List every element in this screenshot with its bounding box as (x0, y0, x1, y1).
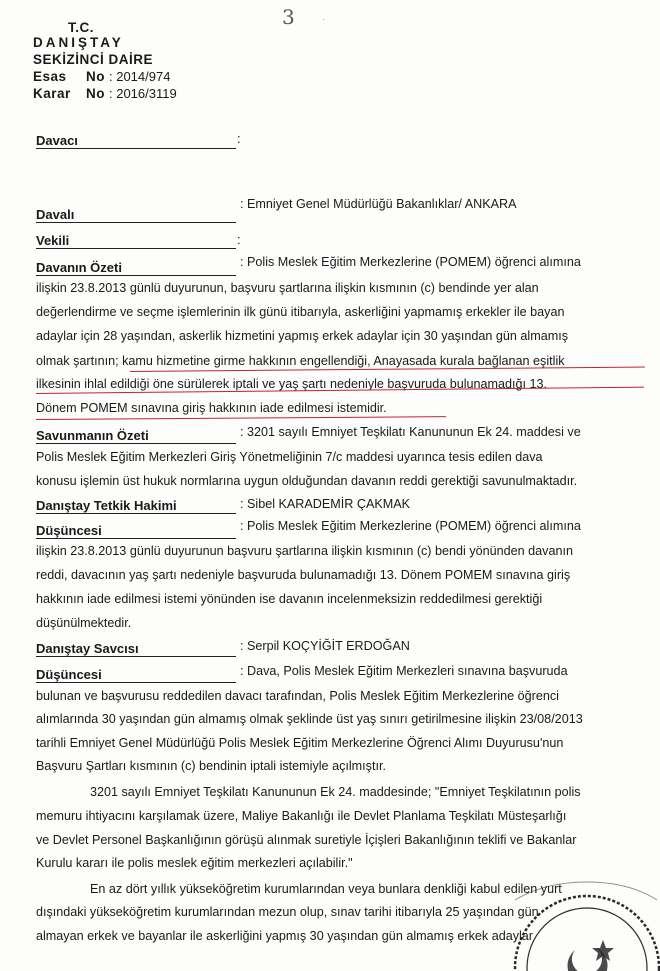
dusuncesi-2-line-2: alımlarında 30 yaşından gün almamış olmak şeklinde üst yaş sınırı getirilmesine ilişkin 23/08/2013 (36, 712, 583, 726)
red-underline-3 (36, 416, 446, 420)
esas-no-label: No (86, 69, 105, 84)
davali-underline (36, 222, 236, 223)
dusuncesi-1-line-4: düşünülmektedir. (36, 616, 132, 630)
davanin-ozeti-line-1: ilişkin 23.8.2013 günlü duyurunun, başvuru şartlarına ilişkin kısmının (c) bendinde yer alan (36, 281, 539, 295)
dusuncesi-2-line-8: Kurulu kararı ile polis meslek eğitim merkezleri açılabilir." (36, 856, 353, 870)
dusuncesi-1-line-2: reddi, davacının yaş şartı nedeniyle başvuruda bulunamadığı 13. Dönem POMEM sınavına giriş (36, 568, 571, 582)
savci-underline (36, 656, 236, 657)
dusuncesi-2-line-11: almayan erkek ve bayanlar ile askerliğini yapmış 30 yaşından gün almamış erkek adaylar (36, 929, 533, 943)
davanin-ozeti-underline (36, 275, 236, 276)
dusuncesi-2-line-10: dışındaki yükseköğretim kurumlarından mezun olup, sınav tarihi itibarıyla 25 yaşından gün (36, 905, 539, 919)
savci-label: Danıştay Savcısı (36, 641, 139, 656)
dusuncesi-2-line-0: : Dava, Polis Meslek Eğitim Merkezleri sınavına başvuruda (240, 664, 568, 678)
vekili-colon: : (237, 232, 241, 247)
dusuncesi-1-line-1: ilişkin 23.8.2013 günlü duyurunun başvuru şartlarına ilişkin kısmının (c) bendi yönünden davanın (36, 544, 573, 558)
karar-value: : 2016/3119 (109, 86, 177, 101)
savunma-underline (36, 443, 236, 444)
esas-value: : 2014/974 (109, 69, 171, 84)
davanin-ozeti-line-2: değerlendirme ve seçme işlemlerinin ilk günü itibarıyla, askerliğini yapmamış erkekler ile bayan (36, 305, 565, 319)
davaci-label: Davacı (36, 133, 78, 148)
dusuncesi-1-underline (36, 538, 236, 539)
savunma-line-0: : 3201 sayılı Emniyet Teşkilatı Kanununun Ek 24. maddesi ve (240, 425, 581, 439)
tetkik-label: Danıştay Tetkik Hakimi (36, 498, 177, 513)
header-chamber: SEKİZİNCİ DAİRE (33, 52, 154, 67)
header-tc: T.C. (68, 20, 95, 35)
dusuncesi-1-label: Düşüncesi (36, 523, 102, 538)
davaci-colon: : (237, 131, 241, 146)
davanin-ozeti-line-0: : Polis Meslek Eğitim Merkezlerine (POMEM) öğrenci alımına (240, 255, 581, 269)
dusuncesi-2-line-9: En az dört yıllık yükseköğretim kurumlarından veya bunlara denkliği kabul edilen yurt (90, 882, 562, 896)
dusuncesi-2-line-3: tarihli Emniyet Genel Müdürlüğü Polis Meslek Eğitim Merkezlerine Öğrenci Alımı Duyurusu'nun (36, 736, 564, 750)
official-seal-stamp (505, 880, 660, 971)
karar-no-label: No (86, 86, 105, 101)
dusuncesi-2-line-4: Başvuru Şartları kısmının (c) bendinin iptali istemiyle açılmıştır. (36, 759, 386, 773)
davanin-ozeti-line-6: Dönem POMEM sınavına giriş hakkının iade edilmesi istemidir. (36, 401, 387, 415)
page-number-handwritten: 3 (282, 5, 295, 29)
davanin-ozeti-label: Davanın Özeti (36, 260, 122, 275)
savci-value: : Serpil KOÇYİĞİT ERDOĞAN (240, 639, 410, 653)
davanin-ozeti-line-3: adaylar için 28 yaşından, askerlik hizmetini yapmış erkek adaylar için 30 yaşından gün almamış (36, 329, 568, 343)
header-court: DANIŞTAY (33, 35, 124, 50)
dusuncesi-2-line-1: bulunan ve başvurusu reddedilen davacı tarafından, Polis Meslek Eğitim Merkezlerine öğrenci (36, 689, 559, 703)
dusuncesi-2-underline (36, 682, 236, 683)
davanin-ozeti-line-5: ilkesinin ihlal edildiği öne sürülerek iptali ve yaş şartı nedeniyle başvuruda bulunamadığı 13. (36, 377, 548, 391)
esas-label: Esas (33, 69, 67, 84)
vekili-label: Vekili (36, 233, 70, 248)
dusuncesi-2-line-5: 3201 sayılı Emniyet Teşkilatı Kanununun Ek 24. maddesinde; "Emniyet Teşkilatının polis (90, 785, 581, 799)
davanin-ozeti-line-4: olmak şartının; kamu hizmetine girme hakkının engellendiği, Anayasada kurala bağlanan eşitlik (36, 354, 565, 368)
savunma-line-2: konusu işlemin üst hukuk normlarına uygun olduğundan davanın reddi gerektiği savunulmaktadır. (36, 474, 578, 488)
tetkik-value: : Sibel KARADEMİR ÇAKMAK (240, 497, 411, 511)
pen-mark: · (322, 14, 325, 24)
savunma-line-1: Polis Meslek Eğitim Merkezleri Giriş Yönetmeliğinin 7/c maddesi uyarınca tesis edilen dava (36, 450, 543, 464)
dusuncesi-2-label: Düşüncesi (36, 667, 102, 682)
dusuncesi-1-line-0: : Polis Meslek Eğitim Merkezlerine (POMEM) öğrenci alımına (240, 519, 581, 533)
dusuncesi-2-line-6: memuru ihtiyacını karşılamak üzere, Maliye Bakanlığı ile Devlet Planlama Teşkilatı Müsteşarlığı (36, 809, 567, 823)
davali-label: Davalı (36, 207, 75, 222)
vekili-underline (36, 248, 236, 249)
davaci-underline (36, 148, 236, 149)
davali-value: : Emniyet Genel Müdürlüğü Bakanlıklar/ ANKARA (240, 197, 517, 211)
savunma-label: Savunmanın Özeti (36, 428, 149, 443)
tetkik-underline (36, 513, 236, 514)
dusuncesi-2-line-7: ve Devlet Personel Başkanlığının görüşü alınmak suretiyle İçişleri Bakanlığının teklifi ve Bakanlar (36, 833, 577, 847)
dusuncesi-1-line-3: hakkının iade edilmesi istemi yönünden ise davanın incelenmeksizin reddedilmesi gerektiği (36, 592, 543, 606)
karar-label: Karar (33, 86, 71, 101)
